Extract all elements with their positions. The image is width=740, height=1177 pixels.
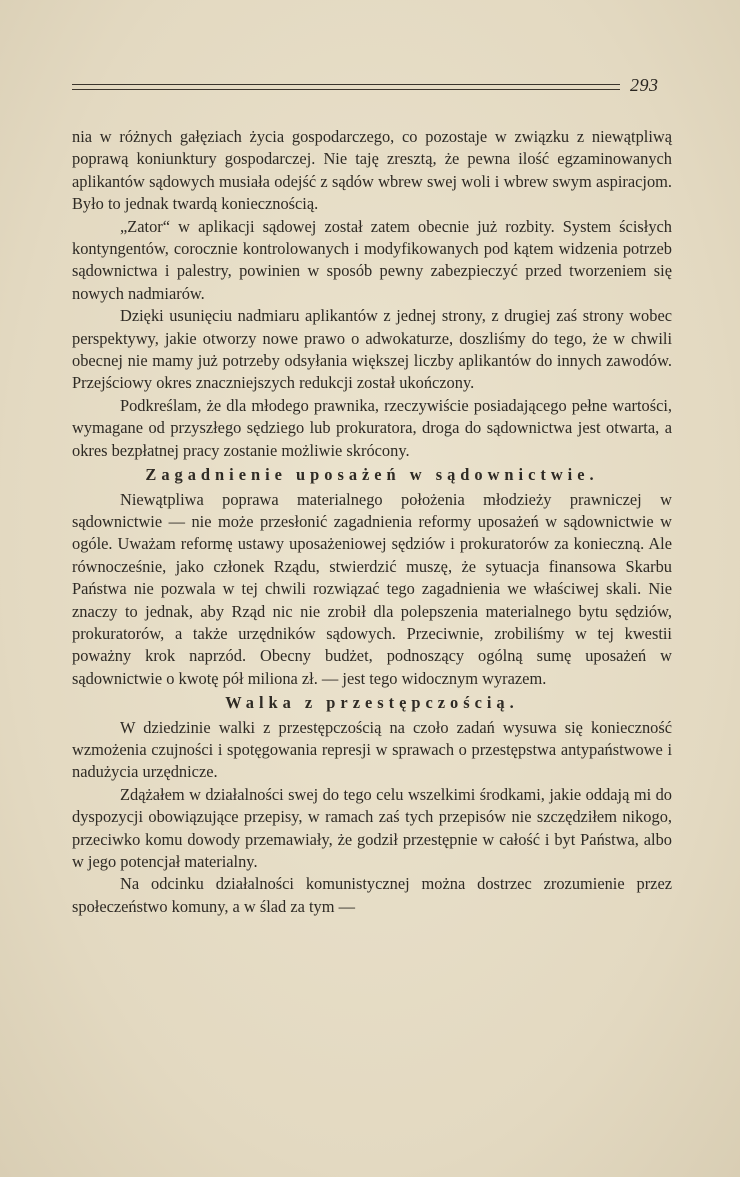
- paragraph: Niewątpliwa poprawa materialnego położenia młodzieży prawniczej w sądownictwie — nie może przesłonić zagadnienia reformy uposażeń w sądownictwie w ogóle. Uważam reformę ustawy uposażeniowej sędziów i prokuratorów za konieczną. Ale równocześnie, jako członek Rządu, stwierdzić muszę, że sytuacja finansowa Skarbu Państwa nie pozwala w tej chwili rozwiązać tego zagadnienia we właściwej skali. Nie znaczy to jednak, aby Rząd nic nie zrobił dla polepszenia materialnego bytu sędziów, prokuratorów, a także urzędników sądowych. Przeciwnie, zrobiliśmy w tej kwestii poważny krok naprzód. Obecny budżet, podnoszący ogólną sumę uposażeń w sądownictwie o kwotę pół miliona zł. — jest tego widocznym wyrazem.: [72, 489, 672, 688]
- paragraph: W dziedzinie walki z przestępczością na czoło zadań wysuwa się konieczność wzmożenia czujności i spotęgowania represji w sprawach o przestępstwa antypaństwowe i nadużycia urzędnicze.: [72, 717, 672, 782]
- paragraph: Podkreślam, że dla młodego prawnika, rzeczywiście posiadającego pełne wartości, wymagane od przyszłego sędziego lub prokuratora, droga do sądownictwa jest otwarta, a okres bezpłatnej pracy zostanie możliwie skrócony.: [72, 395, 672, 460]
- header-rule: [72, 89, 620, 90]
- paragraph: „Zator“ w aplikacji sądowej został zatem obecnie już rozbity. System ścisłych kontyngentów, corocznie kontrolowanych i modyfikowanych pod kątem widzenia potrzeb sądownictwa i palestry, powinien w sposób pewny zabezpieczyć przed tworzeniem się nowych nadmiarów.: [72, 216, 672, 303]
- paragraph: Na odcinku działalności komunistycznej można dostrzec zrozumienie przez społeczeństwo komuny, a w ślad za tym —: [72, 874, 672, 916]
- header-rule: [72, 84, 620, 85]
- section-heading: Walka z przestępczością.: [225, 693, 519, 713]
- page-number: 293: [630, 75, 659, 95]
- paragraph: nia w różnych gałęziach życia gospodarczego, co pozostaje w związku z niewątpliwą poprawą koniunktury gospodarczej. Nie taję zresztą, że pewna ilość egzaminowanych aplikantów sądowych musiała odejść z sądów wbrew swej woli i wbrew swym aspiracjom. Było to jednak twardą koniecznością.: [72, 127, 672, 214]
- section-heading: Zagadnienie uposażeń w sądownictwie.: [145, 465, 599, 485]
- body-text: [72, 126, 672, 918]
- paragraph: Dzięki usunięciu nadmiaru aplikantów z jednej strony, z drugiej zaś strony wobec perspektywy, jakie otworzy nowe prawo o adwokaturze, doszliśmy do tego, że w chwili obecnej nie mamy już potrzeby odsyłania większej liczby aplikantów do innych zawodów. Przejściowy okres znaczniejszych redukcji został ukończony.: [72, 306, 672, 393]
- paragraph: Zdążałem w działalności swej do tego celu wszelkimi środkami, jakie oddają mi do dyspozycji obowiązujące przepisy, w ramach zaś tych przepisów nie szczędziłem nikogo, przeciwko komu dowody przemawiały, że godził przestępnie w całość i byt Państwa, albo w jego potencjał materialny.: [72, 784, 672, 871]
